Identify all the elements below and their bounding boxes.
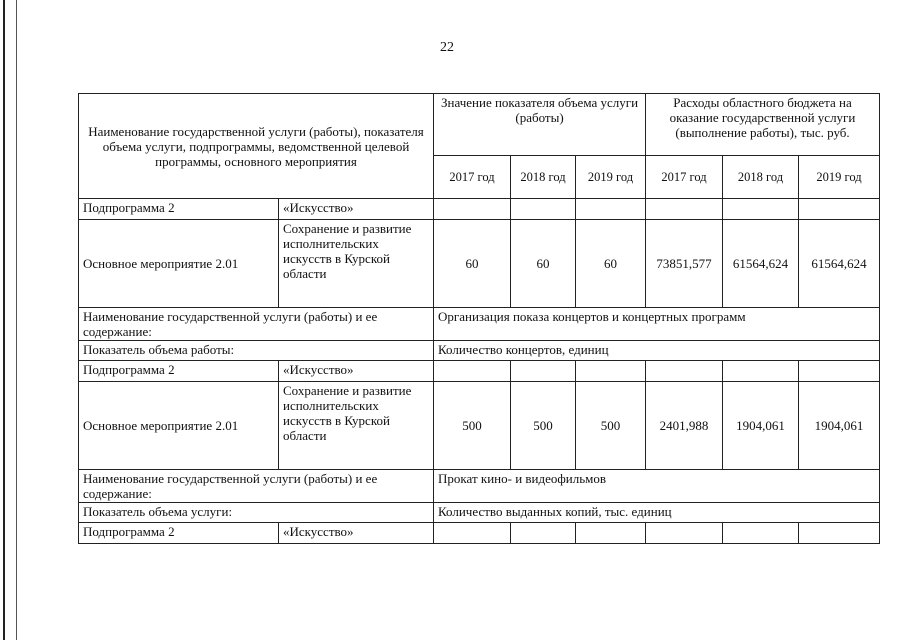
indicator-value: Количество концертов, единиц: [434, 341, 880, 361]
expense-value: 2401,988: [646, 382, 723, 470]
page-number: 22: [440, 40, 454, 55]
subprogram-name: «Искусство»: [279, 523, 434, 544]
service-label: Наименование государственной услуги (работы) и ее содержание:: [79, 308, 434, 341]
expense-value: 61564,624: [799, 220, 880, 308]
volume-value: 60: [434, 220, 511, 308]
binding-line: [3, 0, 5, 640]
expense-value: 1904,061: [799, 382, 880, 470]
expense-value: 1904,061: [723, 382, 799, 470]
year-header: 2019 год: [576, 156, 646, 199]
service-value: Прокат кино- и видеофильмов: [434, 470, 880, 503]
table-row-subprogram: [79, 199, 880, 220]
main-event-label: Основное мероприятие 2.01: [79, 220, 279, 308]
subprogram-label: Подпрограмма 2: [79, 523, 279, 544]
table-row-subprogram: [79, 361, 880, 382]
main-event-name: Сохранение и развитие исполнительских искусств в Курской области: [279, 220, 434, 308]
year-header: 2017 год: [646, 156, 723, 199]
table-row-subprogram: [79, 523, 880, 544]
header-volume-column: Значение показателя объема услуги (работы): [434, 94, 646, 156]
subprogram-name: «Искусство»: [279, 361, 434, 382]
header-name-column: Наименование государственной услуги (работы), показателя объема услуги, подпрограммы, ведомственной целевой программы, основного мероприятия: [79, 94, 434, 199]
table-row-service: [79, 308, 880, 341]
expense-value: 73851,577: [646, 220, 723, 308]
year-header: 2017 год: [434, 156, 511, 199]
main-event-name: Сохранение и развитие исполнительских искусств в Курской области: [279, 382, 434, 470]
table-row-indicator: [79, 503, 880, 523]
table-row-main-event: [79, 220, 880, 308]
services-table: [78, 93, 880, 544]
year-header: 2018 год: [723, 156, 799, 199]
table-row-indicator: [79, 341, 880, 361]
service-value: Организация показа концертов и концертных программ: [434, 308, 880, 341]
indicator-label: Показатель объема услуги:: [79, 503, 434, 523]
table-header-row: [79, 94, 880, 156]
volume-value: 500: [576, 382, 646, 470]
expense-value: 61564,624: [723, 220, 799, 308]
indicator-value: Количество выданных копий, тыс. единиц: [434, 503, 880, 523]
volume-value: 60: [511, 220, 576, 308]
subprogram-label: Подпрограмма 2: [79, 361, 279, 382]
year-header: 2018 год: [511, 156, 576, 199]
subprogram-name: «Искусство»: [279, 199, 434, 220]
service-label: Наименование государственной услуги (работы) и ее содержание:: [79, 470, 434, 503]
volume-value: 500: [511, 382, 576, 470]
year-header: 2019 год: [799, 156, 880, 199]
binding-line: [16, 0, 17, 640]
volume-value: 60: [576, 220, 646, 308]
header-expense-column: Расходы областного бюджета на оказание государственной услуги (выполнение работы), тыс. руб.: [646, 94, 880, 156]
indicator-label: Показатель объема работы:: [79, 341, 434, 361]
subprogram-label: Подпрограмма 2: [79, 199, 279, 220]
table-row-main-event: [79, 382, 880, 470]
table-row-service: [79, 470, 880, 503]
volume-value: 500: [434, 382, 511, 470]
main-event-label: Основное мероприятие 2.01: [79, 382, 279, 470]
